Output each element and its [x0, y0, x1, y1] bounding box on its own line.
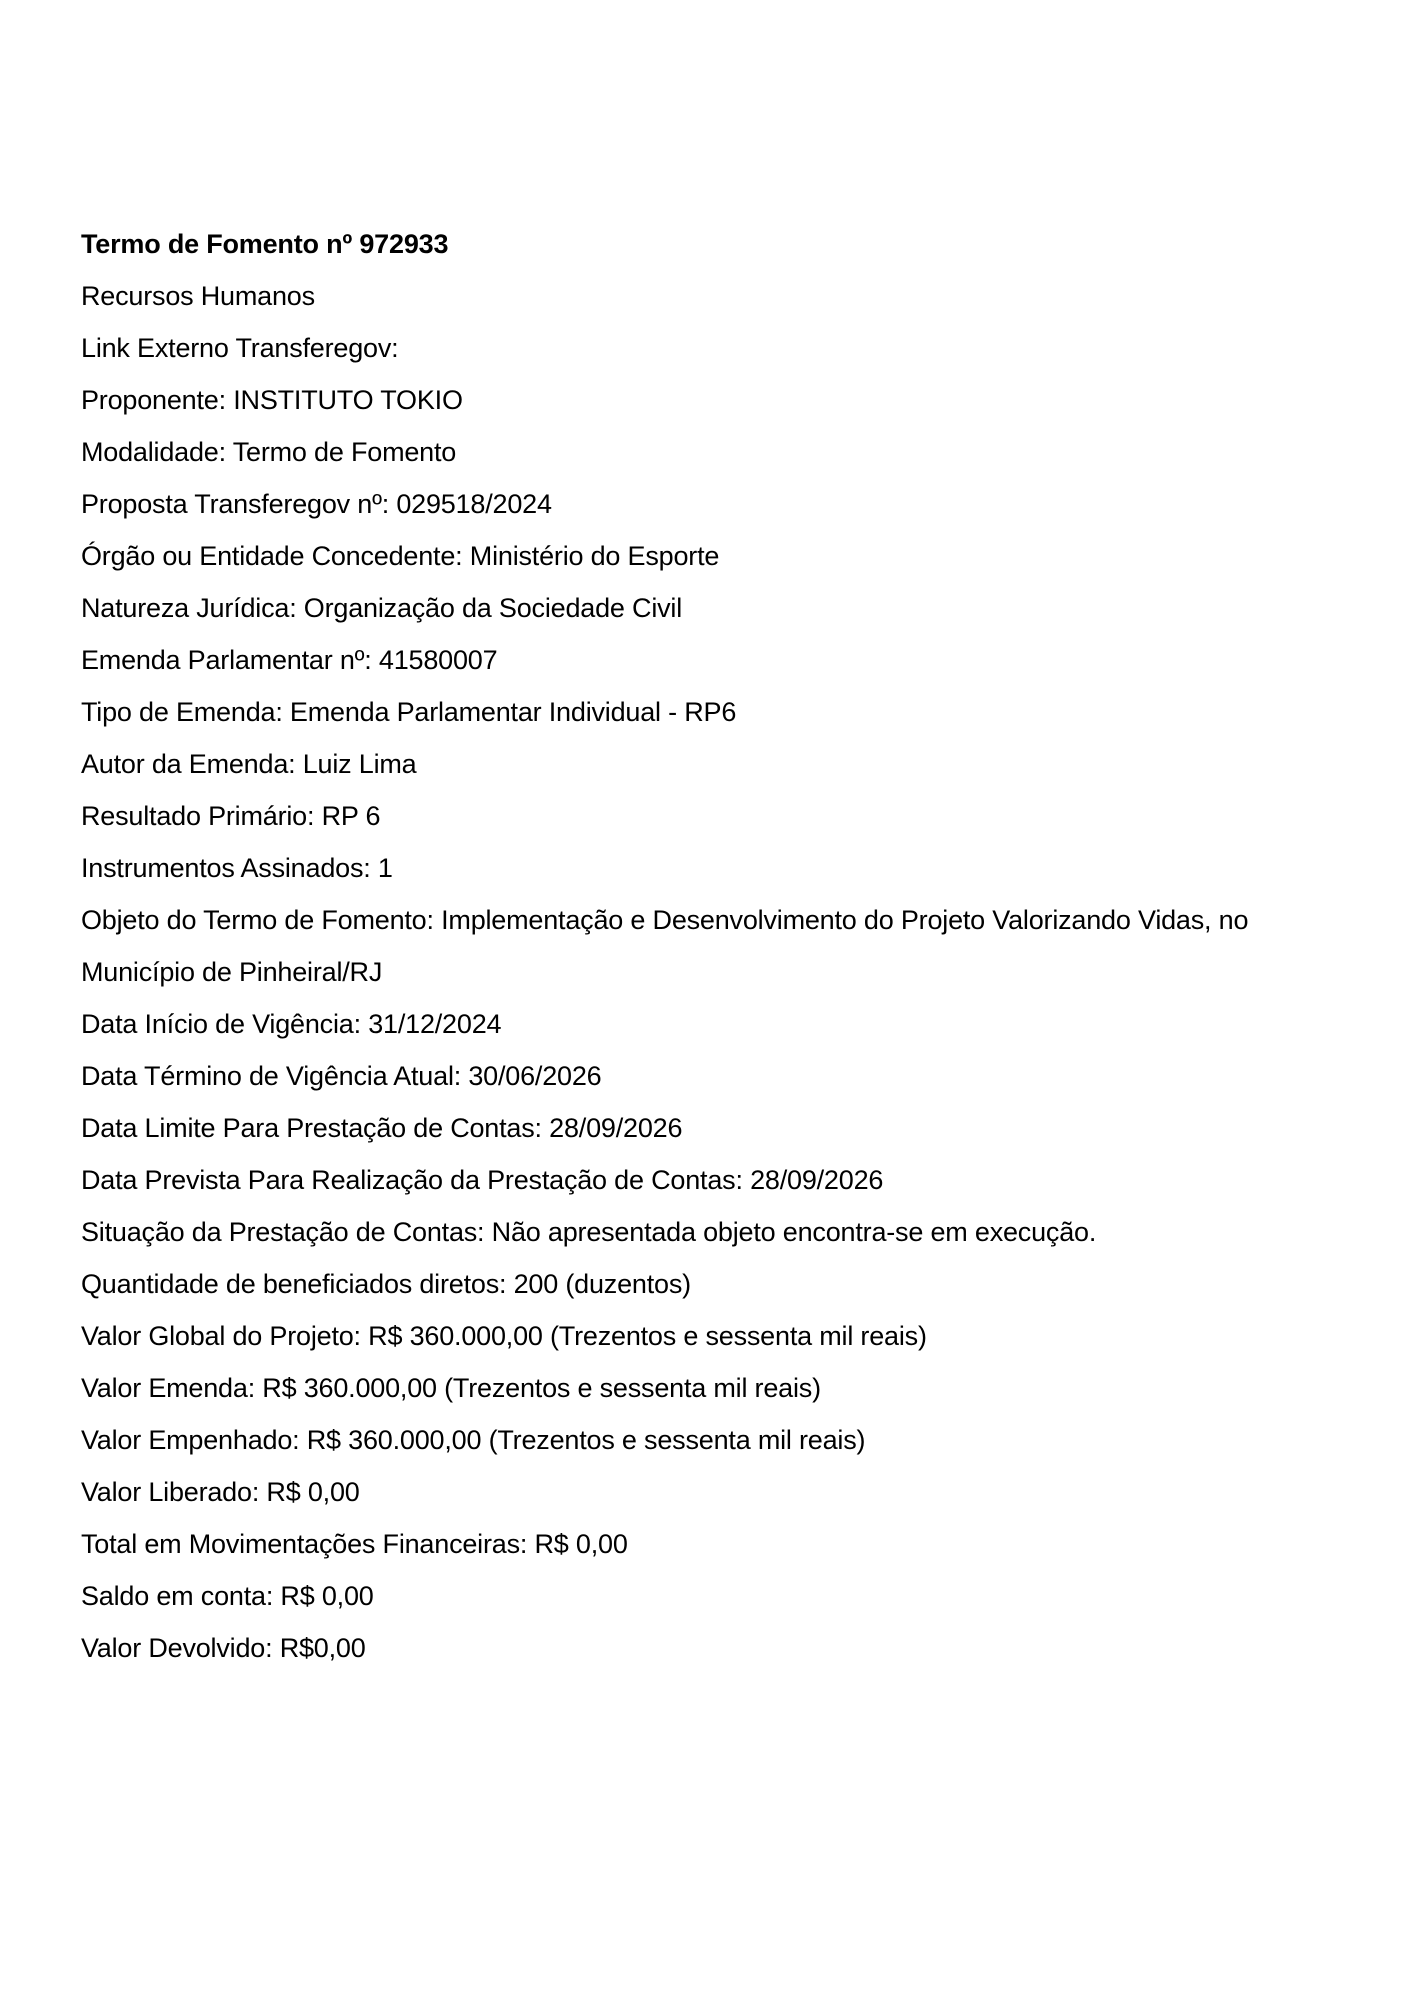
document-title: Termo de Fomento nº 972933 — [81, 229, 449, 259]
field-financial-movements: Total em Movimentações Financeiras: R$ 0,00 — [81, 1529, 628, 1559]
field-area: Recursos Humanos — [81, 281, 315, 311]
field-beneficiaries: Quantidade de beneficiados diretos: 200 (duzentos) — [81, 1269, 691, 1299]
field-accountability-expected: Data Prevista Para Realização da Prestação de Contas: 28/09/2026 — [81, 1165, 884, 1195]
field-accountability-deadline: Data Limite Para Prestação de Contas: 28/09/2026 — [81, 1113, 683, 1143]
field-object: Objeto do Termo de Fomento: Implementação e Desenvolvimento do Projeto Valorizando Vidas, no — [81, 905, 1249, 935]
field-modality: Modalidade: Termo de Fomento — [81, 437, 457, 467]
field-granting-agency: Órgão ou Entidade Concedente: Ministério do Esporte — [81, 541, 720, 571]
field-global-value: Valor Global do Projeto: R$ 360.000,00 (Trezentos e sessenta mil reais) — [81, 1321, 927, 1351]
field-amendment-number: Emenda Parlamentar nº: 41580007 — [81, 645, 498, 675]
document-body — [81, 218, 1341, 1674]
field-amendment-value: Valor Emenda: R$ 360.000,00 (Trezentos e sessenta mil reais) — [81, 1373, 821, 1403]
field-validity-start: Data Início de Vigência: 31/12/2024 — [81, 1009, 502, 1039]
field-account-balance: Saldo em conta: R$ 0,00 — [81, 1581, 374, 1611]
field-object-continuation: Município de Pinheiral/RJ — [81, 957, 383, 987]
field-external-link: Link Externo Transferegov: — [81, 333, 399, 363]
field-validity-end: Data Término de Vigência Atual: 30/06/2026 — [81, 1061, 602, 1091]
field-signed-instruments: Instrumentos Assinados: 1 — [81, 853, 393, 883]
field-proponent: Proponente: INSTITUTO TOKIO — [81, 385, 463, 415]
field-legal-nature: Natureza Jurídica: Organização da Sociedade Civil — [81, 593, 683, 623]
field-released-value: Valor Liberado: R$ 0,00 — [81, 1477, 360, 1507]
field-proposal-number: Proposta Transferegov nº: 029518/2024 — [81, 489, 552, 519]
field-amendment-type: Tipo de Emenda: Emenda Parlamentar Individual - RP6 — [81, 697, 737, 727]
field-committed-value: Valor Empenhado: R$ 360.000,00 (Trezentos e sessenta mil reais) — [81, 1425, 866, 1455]
field-primary-result: Resultado Primário: RP 6 — [81, 801, 381, 831]
field-returned-value: Valor Devolvido: R$0,00 — [81, 1633, 366, 1663]
field-accountability-status: Situação da Prestação de Contas: Não apresentada objeto encontra-se em execução. — [81, 1217, 1097, 1247]
field-amendment-author: Autor da Emenda: Luiz Lima — [81, 749, 417, 779]
